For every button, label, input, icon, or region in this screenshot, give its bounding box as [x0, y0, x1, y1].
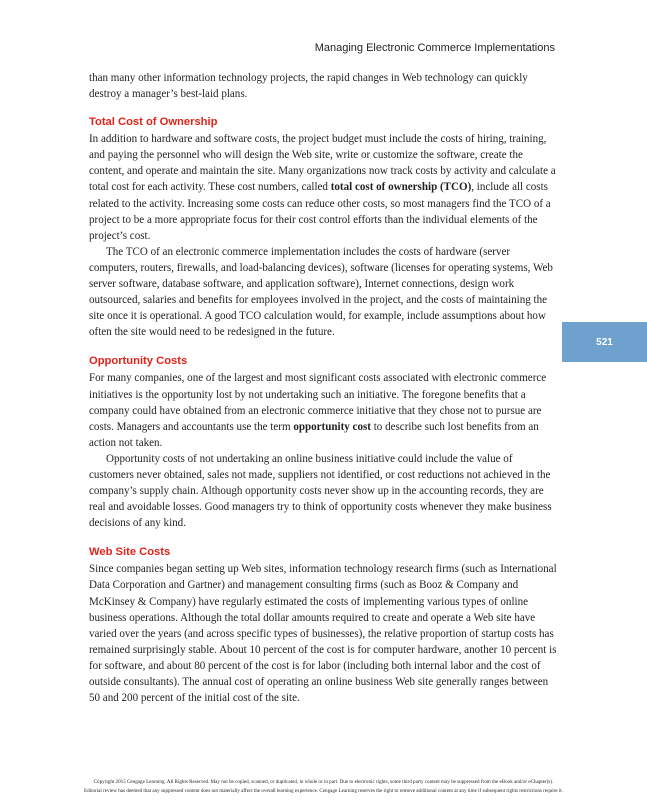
main-text [89, 70, 559, 706]
section-heading-total-cost-of-ownership: Total Cost of Ownership [89, 116, 218, 129]
tco-p1-text-a: In addition to hardware and software costs, the project budget must include the costs of hiring, training, and paying the personnel who will design the Web site, write or customize the software, create the content, and operate and maintain the site. Many organizations now track costs by activity and calculate a total cost for each activity. These cost numbers, called [89, 133, 556, 194]
key-term-tco: total cost of ownership (TCO) [330, 181, 472, 194]
opportunity-p1-text-a: For many companies, one of the largest and most significant costs associated with electronic commerce initiatives is the opportunity lost by not undertaking such an initiative. The foregone benefits that a company could have obtained from an electronic commerce initiative that they chose not to pursue are costs. Managers and accountants use the term [89, 372, 547, 433]
website-paragraph-1: Since companies began setting up Web sites, information technology research firms (such as International Data Corporation and Gartner) and management consulting firms (such as Booz & Company and McKinsey & Company) have regularly estimated the costs of implementing various types of online business operations. Although the total dollar amounts required to create and operate a Web site have varied over the years (and across specific types of businesses), the relative proportion of startup costs has remained surprisingly stable. About 10 percent of the cost is for computer hardware, another 10 percent is for software, and about 80 percent of the cost is for labor (including both internal labor and the cost of outside consultants). The annual cost of operating an online business Web site generally ranges between 50 and 200 percent of the initial cost of the site. [89, 563, 557, 705]
page-number: 521 [596, 336, 613, 348]
section-heading-opportunity-costs: Opportunity Costs [89, 355, 188, 368]
page-number-tab [562, 322, 647, 362]
tco-p1-text-b: , include all costs related to the activity. Increasing some costs can reduce other costs, so most managers find the TCO of a project to be a more appropriate focus for their cost control efforts than the individual elements of the project’s cost. [89, 181, 551, 242]
opportunity-paragraph-2: Opportunity costs of not undertaking an online business initiative could include the value of customers never obtained, sales not made, suppliers not identified, or cost reductions not achieved in the company’s supply chain. Although opportunity costs never show up in the accounting records, they are real and avoidable losses. Good managers try to think of opportunity costs whenever they make business decisions of any kind. [89, 452, 552, 530]
opportunity-paragraph-1 [89, 370, 559, 450]
opportunity-p1-text-b: to describe such lost benefits from an action not taken. [89, 420, 539, 449]
tco-paragraph-1 [89, 131, 559, 244]
key-term-opportunity-cost: opportunity cost [293, 420, 371, 433]
running-head: Managing Electronic Commerce Implementations [314, 42, 555, 54]
copyright-notice-line-2: Editorial review has deemed that any suppressed content does not materially affect the overall learning experience. Cengage Learning reserves the right to remove additional content at any time if subsequent rights restrictions require it. [84, 788, 563, 794]
tco-paragraph-2: The TCO of an electronic commerce implementation includes the costs of hardware (server computers, routers, firewalls, and load-balancing devices), software (licenses for operating systems, Web server software, database software, and application software), Internet connections, design work outsourced, salaries and benefits for employees involved in the project, and the costs of maintaining the site once it is operational. A good TCO calculation would, for example, include assumptions about how often the site would need to be redesigned in the future. [89, 245, 553, 339]
section-heading-web-site-costs: Web Site Costs [89, 546, 171, 559]
intro-paragraph: than many other information technology projects, the rapid changes in Web technology can quickly destroy a manager’s best-laid plans. [89, 72, 528, 101]
copyright-notice-line-1: Copyright 2015 Cengage Learning. All Rights Reserved. May not be copied, scanned, or duplicated, in whole or in part. Due to electronic rights, some third party content may be suppressed from the eBook and/or eChapter(s). [93, 779, 554, 785]
